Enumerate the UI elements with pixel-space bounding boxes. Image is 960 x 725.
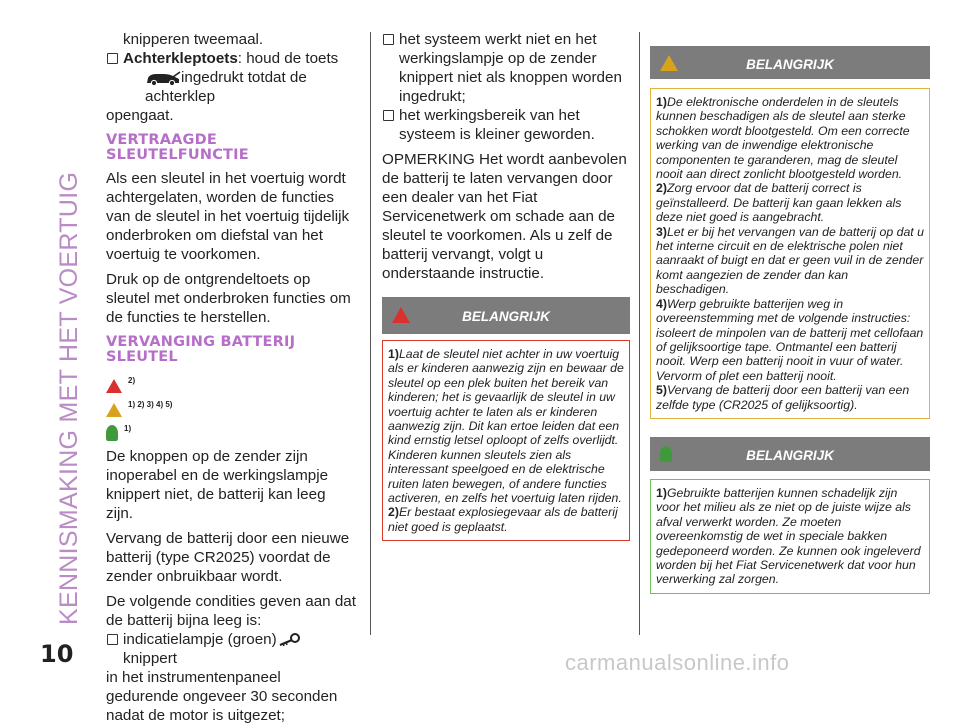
column-divider-right [639, 32, 640, 635]
ref-text-1: 2) [128, 376, 136, 385]
important-box-body [382, 340, 630, 541]
paragraph-note: OPMERKING Het wordt aanbevolen de batterij te laten vervangen door een dealer van het Fiat Servicenetwerk om schade aan de sleutel te voorkomen. Als u zelf de batterij vervangt, volgt u onderstaande instructie. [382, 151, 627, 282]
important-box-title: BELANGRIJK [462, 309, 550, 324]
paragraph-4: Vervang de batterij door een nieuwe batterij (type CR2025) voordat de zender onbruikbaar wordt. [106, 530, 350, 585]
important-item: 3)Let er bij het vervangen van de batterij op dat u het interne circuit en de elektrische polen niet aanraakt of buigt en dat er geen vuil in de zender komt aangezien de zender dan kan beschadigen. [656, 224, 924, 297]
important-item: 1)De elektronische onderdelen in de sleutels kunnen beschadigen als de sleutel aan sterke schokken wordt blootgesteld. Om een correcte werking van de inwendige elektronische componenten te garanderen, mag de sleutel nooit aan direct zonlicht blootgesteld worden. [656, 95, 910, 182]
column-divider-left [370, 32, 371, 635]
ref-text-2: 1) 2) 3) 4) 5) [128, 400, 173, 409]
column-3 [650, 46, 930, 594]
paragraph-3: De knoppen op de zender zijn inoperabel en de werkingslampje knippert niet, de batterij kan leeg zijn. [106, 448, 329, 522]
important-box-2-body [650, 479, 930, 594]
important-box-2-title: BELANGRIJK [746, 447, 834, 463]
trunk-text-a: : houd de toets [237, 50, 339, 67]
important-item: 5)Vervang de batterij door een batterij van een zelfde type (CR2025 of gelijksoortig). [656, 383, 910, 412]
paragraph-5: De volgende condities geven aan dat de batterij bijna leeg is: [106, 593, 356, 629]
side-title-text: KENNISMAKING MET HET VOERTUIG [55, 171, 83, 625]
important-item: 2)Zorg ervoor dat de batterij correct is geïnstalleerd. De batterij kan gaan lekken als deze niet goed is aangebracht. [656, 181, 902, 225]
warning-triangle-red-icon [106, 379, 122, 393]
important-item: 2)Er bestaat explosiegevaar als de batterij niet goed is geplaatst. [388, 505, 618, 534]
ref-row-3 [106, 419, 356, 441]
trunk-label: Achterkleptoets [123, 50, 238, 67]
important-box-header [382, 297, 630, 334]
important-box-1-title: BELANGRIJK [746, 57, 834, 72]
important-item: 4)Werp gebruikte batterijen weg in overeenstemming met de volgende instructies: isoleert de minpolen van de batterij met cellofaan of gelijksoortige tape. Ontmantel een batterij nooit. Werp een batterij nooit in vuur of water. Vervorm of plet een batterij nooit. [656, 296, 924, 383]
car-trunk-icon [145, 70, 181, 86]
trunk-line-b [106, 68, 356, 106]
ref-text-3: 1) [124, 424, 132, 433]
important-box-1-body [650, 88, 930, 419]
environment-leaf-icon [106, 425, 118, 441]
indicator-text-b: knippert [123, 650, 178, 667]
important-item: 1)Gebruikte batterijen kunnen schadelijk zijn voor het milieu als ze niet op de juiste wijze als afval verwerkt worden. Ze moeten overeenkomstig de wet in speciale bakken gedeponeerd worden. Ze kunnen ook ingeleverd worden bij het Fiat Servicenetwerk dat voor hun verwerking zal zorgen. [656, 485, 921, 587]
ref-row-2 [106, 395, 356, 417]
key-indicator-icon [278, 631, 302, 649]
important-box-1-header [650, 46, 930, 79]
column-1 [106, 30, 356, 725]
trunk-line-c: opengaat. [106, 107, 174, 124]
column-2 [382, 30, 630, 541]
warning-triangle-amber-icon [106, 403, 122, 417]
ref-row-1 [106, 371, 356, 393]
list-item-indicator [106, 630, 356, 668]
heading-battery-replacement: VERVANGING BATTERIJ SLEUTEL [106, 334, 296, 365]
important-box-2-header [650, 437, 930, 471]
paragraph-top: knipperen tweemaal. [123, 31, 264, 48]
paragraph-1: Als een sleutel in het voertuig wordt achtergelaten, worden de functies van de sleutel in het voertuig tijdelijk onderbroken om diefstal van het voertuig te voorkomen. [106, 170, 350, 263]
trunk-text-b: ingedrukt totdat de achterklep [145, 69, 307, 105]
page-number: 10 [40, 640, 74, 668]
important-item: 1)Laat de sleutel niet achter in uw voertuig als er kinderen aanwezig zijn en bewaar de sleutel op een plek buiten het bereik van kinderen; het is gevaarlijk de sleutel in uw voertuig achter te laten als er kinderen aanwezig zijn. Dit kan ertoe leiden dat een kind ernstig letsel oploopt of zelfs overlijdt. Kinderen kunnen sleutels zien als interessant speelgoed en de elektrische ruiten laten bewegen, of andere functies activeren, en zelfs het voertuig laten rijden. [388, 347, 624, 506]
list-item-trunk [106, 49, 356, 68]
paragraph-2: Druk op de ontgrendeltoets op sleutel met onderbroken functies om de functies te herstellen. [106, 271, 351, 326]
list-item-range: het werkingsbereik van het systeem is kleiner geworden. [382, 106, 630, 144]
indicator-text-c: in het instrumentenpaneel gedurende ongeveer 30 seconden nadat de motor is uitgezet; [106, 669, 338, 724]
list-item-system: het systeem werkt niet en het werkingslampje op de zender knippert niet als knoppen worden ingedrukt; [382, 30, 630, 106]
side-section-title [55, 15, 85, 625]
watermark: carmanualsonline.info [565, 650, 790, 675]
heading-delayed-key-function: VERTRAAGDE SLEUTELFUNCTIE [106, 132, 249, 163]
indicator-text-a: indicatielampje (groen) [123, 631, 277, 648]
